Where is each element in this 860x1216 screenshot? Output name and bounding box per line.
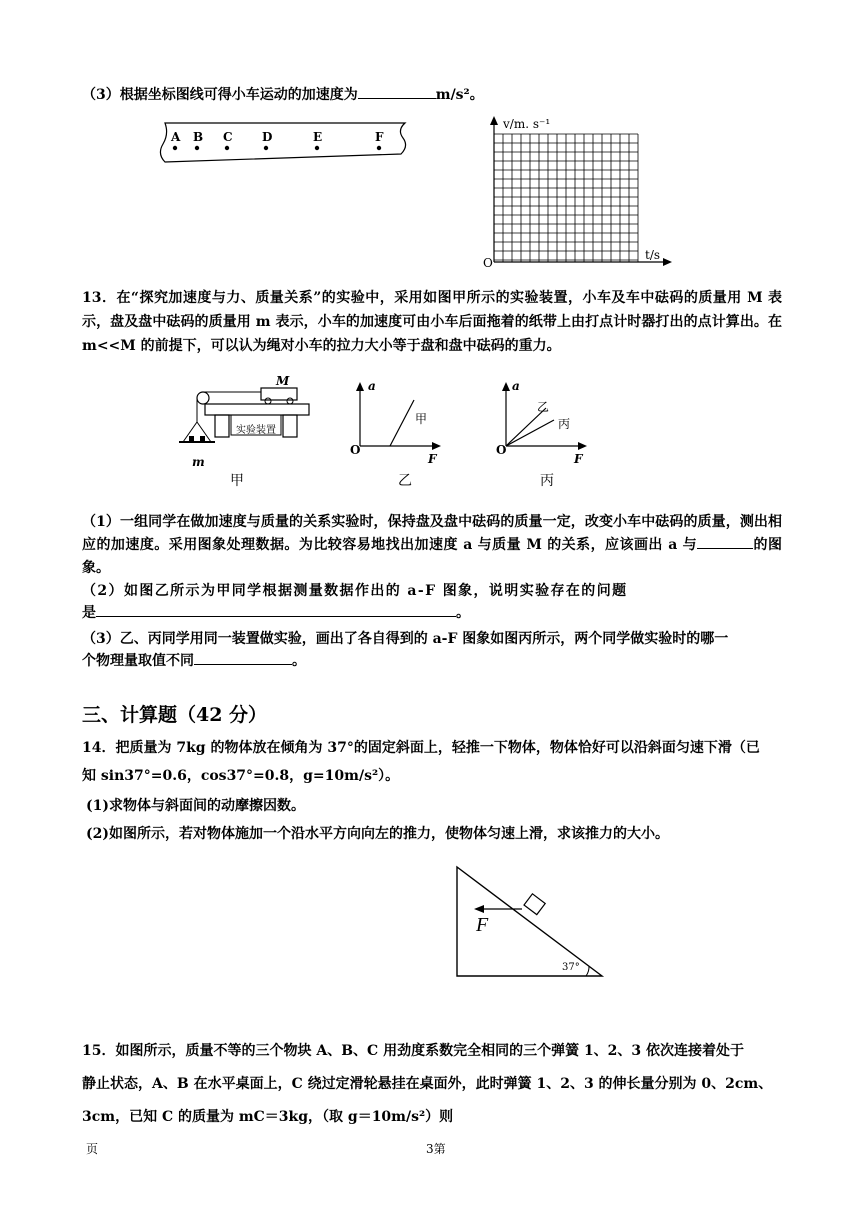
bing-axis-a: a <box>512 379 520 393</box>
yi-origin: O <box>350 443 361 457</box>
q15-line1: 15．如图所示，质量不等的三个物块 A、B、C 用劲度系数完全相同的三个弹簧 1、2、3 依次连接着处于 <box>82 1043 745 1059</box>
footer-left: 页 <box>86 1142 99 1156</box>
footer-page: 3第 <box>426 1142 446 1156</box>
apparatus-label: 实验装置 <box>236 425 276 436</box>
q12-part3-text: （3）根据坐标图线可得小车运动的加速度为 <box>82 87 358 103</box>
graph-bing <box>494 378 594 458</box>
tape-label-F: F <box>375 130 384 144</box>
q12-part3-unit: m/s²。 <box>435 87 484 103</box>
tape-dot-E <box>315 146 319 150</box>
q13-part2 <box>82 580 782 624</box>
fig-yi-caption: 乙 <box>398 473 412 489</box>
bing-origin: O <box>496 443 507 457</box>
section-title: 三、计算题（42 分） <box>82 704 268 726</box>
q15-line3: 3cm，已知 C 的质量为 mC＝3kg，（取 g＝10m/s²）则 <box>82 1109 454 1125</box>
tape-label-C: C <box>223 130 233 144</box>
q13-part2-suffix: 。 <box>456 605 470 621</box>
tape-dot-D <box>264 146 268 150</box>
q13-part1-text: （1）一组同学在做加速度与质量的关系实验时，保持盘及盘中砝码的质量一定，改变小车中砝码的质量，测出相应的加速度。采用图象处理数据。为比较容易地找出加速度 a 与质量 M 的关系，应该画出 a 与 <box>82 514 782 553</box>
q13-part1-end: 的图象。 <box>82 537 782 576</box>
fig-bing-caption: 丙 <box>540 473 554 489</box>
answer-blank <box>96 602 456 617</box>
yi-line-label: 甲 <box>415 412 428 426</box>
vt-ylabel: v/m. s⁻¹ <box>503 117 551 131</box>
bing-axis-F: F <box>574 452 583 466</box>
q12-part3 <box>82 84 782 106</box>
force-F-label: F <box>476 914 489 936</box>
answer-blank <box>194 650 292 665</box>
q13-part3-suffix: 。 <box>292 653 306 669</box>
q13-part2-line1: （2）如图乙所示为甲同学根据测量数据作出的 a-F 图象，说明实验存在的问题 <box>82 583 628 599</box>
q14-part2: (2)如图所示，若对物体施加一个沿水平方向向左的推力，使物体匀速上滑，求该推力的大小。 <box>86 826 669 842</box>
tape-dot-A <box>173 146 177 150</box>
bing-line-bing: 丙 <box>558 417 571 431</box>
q14-line1: 14．把质量为 7kg 的物体放在倾角为 37°的固定斜面上，轻推一下物体，物体恰好可以沿斜面匀速下滑（已 <box>82 740 760 756</box>
apparatus-figure <box>175 370 315 465</box>
q13-intro: 13．在“探究加速度与力、质量关系”的实验中，采用如图甲所示的实验装置，小车及车中砝码的质量用 M 表示，盘及盘中砝码的质量用 m 表示，小车的加速度可由小车后面拖着的纸带上由打点计时器打出的点计算出。在 m<<M 的前提下，可以认为绳对小车的拉力大小等于盘和盘中砝码的重力。 <box>82 290 782 354</box>
tape-dot-F <box>377 146 381 150</box>
q14-line2: 知 sin37°=0.6，cos37°=0.8，g=10m/s²）。 <box>82 768 400 784</box>
q13-part3-line2 <box>82 650 782 672</box>
graph-yi <box>348 378 448 458</box>
tape-label-E: E <box>313 130 323 144</box>
mass-M-label: M <box>276 374 290 388</box>
q13-part3-line1: （3）乙、丙同学用同一装置做实验，画出了各自得到的 a-F 图象如图丙所示，两个同学做实验时的哪一 <box>82 631 729 647</box>
q13-part2-prefix: 是 <box>82 605 96 621</box>
q13-part2-line2 <box>82 602 782 624</box>
q13-part3 <box>82 628 782 672</box>
tape-dot-B <box>195 146 199 150</box>
answer-blank <box>697 534 753 549</box>
yi-axis-a: a <box>368 379 376 393</box>
vt-xlabel: t/s <box>645 248 661 262</box>
q13-part3-prefix: 个物理量取值不同 <box>82 653 194 669</box>
bing-line-yi: 乙 <box>537 400 550 414</box>
tape-label-A: A <box>171 130 181 144</box>
q13-part1 <box>82 511 782 580</box>
angle-label: 37° <box>562 962 580 973</box>
tape-label-D: D <box>262 130 273 144</box>
q14-part1: (1)求物体与斜面间的动摩擦因数。 <box>86 798 305 814</box>
mass-m-label: m <box>192 455 205 469</box>
vt-origin: O <box>483 256 493 270</box>
tape-label-B: B <box>193 130 204 144</box>
yi-axis-F: F <box>428 452 437 466</box>
tape-dot-C <box>225 146 229 150</box>
answer-blank <box>358 84 436 99</box>
q15-line2: 静止状态，A、B 在水平桌面上，C 绕过定滑轮悬挂在桌面外，此时弹簧 1、2、3 的伸长量分别为 0、2cm、 <box>82 1076 773 1092</box>
fig-jia-caption: 甲 <box>230 473 244 489</box>
